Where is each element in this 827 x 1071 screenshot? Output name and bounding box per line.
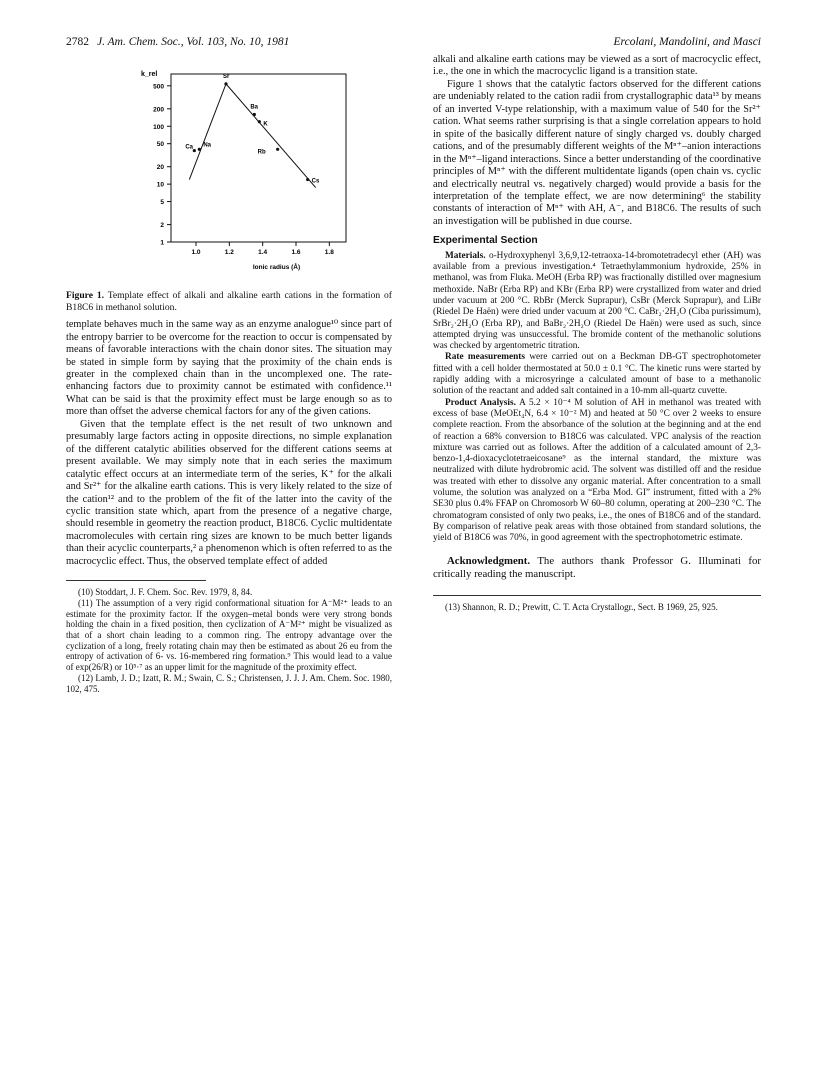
y-tick-label: 5 [160, 199, 164, 207]
runin-heading: Product Analysis. [445, 397, 516, 408]
runin-heading: Rate measurements [445, 352, 526, 363]
running-header-authors: Ercolani, Mandolini, and Masci [613, 36, 761, 48]
point-label: Sr [223, 73, 230, 80]
materials-paragraph [433, 251, 761, 353]
data-point [224, 82, 227, 85]
page-number: 2782 [66, 36, 89, 48]
section-title-experimental: Experimental Section [433, 235, 538, 247]
x-tick-label: 1.8 [324, 249, 334, 256]
x-axis-label: Ionic radius (Å) [252, 264, 301, 271]
footnote-10: (10) Stoddart, J. F. Chem. Soc. Rev. 1979, 8, 84. [78, 587, 253, 598]
right-column [433, 54, 761, 612]
experimental-section [433, 251, 761, 545]
footnote-rule [66, 580, 206, 581]
paragraph-text: were carried out on a Beckman DB-GT spectrophotometer fitted with a cell holder thermostated at 50.0 ± 0.1 °C. The kinetic runs were started by rapidly adding with a microsyringe a calculated amount of base to a methanolic solution of the reactant and added salt contained in a 10-mm all-quartz cuvette. [433, 352, 762, 397]
caption-text: Template effect of alkali and alkaline earth cations in the formation of B18C6 in methanol solution. [66, 290, 392, 313]
y-tick-label: 20 [156, 164, 164, 172]
footnotes-left [66, 587, 392, 694]
y-tick-label: 500 [153, 83, 164, 91]
body-paragraph: alkali and alkaline earth cations may be viewed as a sort of macrocyclic effect, i.e., the one in which the macrocyclic ligand is a transition state. [433, 54, 761, 78]
series-line-falling [226, 84, 316, 188]
y-tick-label: 50 [156, 141, 164, 149]
paragraph-text: A 5.2 × 10⁻⁴ M solution of AH in methanol was treated with excess of base (MeOEt₄N, 6.4 × 10⁻² M) and heated at 50 °C over 2 weeks to ensure complete reaction. From the absorbance of the solution at the beginning and at the end of reaction a 68% conversion to B18C6 was calculated. VPC analysis of the reaction mixture was carried out as follows. After the addition of a calculated amount of 2,3-benzo-1,4-dioxacyclotetraeicosane⁹ as the internal standard, the mixture was neutralized with dilute hydrobromic acid. The solvent was distilled off and the residue was treated with ether to dissolve any organic material. After concentration to a small volume, the solution was analyzed on a “Erba Mod. GI” instrument, fitted with a 2% SE30 plus 0.4% FFAP on Chromosorb W 60–80 column, operating at 200–230 °C. The chromatogram consisted of only two peaks, i.e., the ones of B18C6 and of the standard. By comparison of relative peak areas with those obtained from standard solutions, the yield of B18C6 was 70%, in good agreement with the spectrophotometric estimate. [433, 397, 762, 544]
data-point [306, 178, 309, 181]
point-label: Rb [257, 149, 266, 156]
running-header-left [66, 36, 289, 48]
point-label: Ca [185, 144, 194, 151]
template-effect-chart [66, 54, 392, 284]
data-point [276, 148, 279, 151]
figure-1 [66, 54, 392, 284]
y-tick-label: 2 [160, 222, 164, 230]
acknowledgment-text: The authors thank Professor G. Illuminati for critically reading the manuscript. [433, 554, 761, 580]
point-label: K [263, 121, 268, 128]
left-column [66, 54, 392, 694]
footnote-12: (12) Lamb, J. D.; Izatt, R. M.; Swain, C. S.; Christensen, J. J. J. Am. Chem. Soc. 1980, 102, 475. [66, 672, 392, 694]
data-point [253, 113, 256, 116]
data-point [198, 148, 201, 151]
figure-caption [66, 290, 392, 313]
y-tick-label: 10 [156, 181, 164, 189]
footnote-11: (11) The assumption of a very rigid conformational situation for A⁻M²⁺ leads to an estimate for the proximity factor. If the oxygen–metal bonds were very strong bonds holding the chain in a fixed position, then cyclization of A⁻M²⁺ might be visualized as that of a short chain leading to a common ring. The entropy advantage over the cyclization of a long, freely rotating chain may then be estimated as about 26 eu from the entropy of activation of 6- vs. 16-membered ring formation.⁹ This would lead to a value of exp(26/R) or 10⁵·⁷ as an upper limit for the magnitude of the proximity effect. [66, 597, 392, 673]
rate-measurements-paragraph [433, 352, 761, 397]
product-analysis-paragraph [433, 398, 761, 545]
acknowledgment [433, 555, 761, 581]
footnotes-right [433, 602, 761, 613]
body-paragraph: template behaves much in the same way as an enzyme analogue¹⁰ since part of the entropy barrier to be overcome for the reaction to occur is compensated by means of favorable interactions with the chain donor sites. The situation may be stated in simple form by saying that the proximity of the chain ends is greater in the complexed chain than in the uncomplexed one. The rate-enhancing factors due to proximity cannot be estimated with confidence.¹¹ What can be said is that the proximity effect must be large enough so as to more than offset the adverse chemical factors for any of the given cations. [66, 319, 392, 418]
x-tick-label: 1.0 [191, 249, 201, 256]
y-tick-label: 1 [160, 239, 164, 247]
acknowledgment-heading: Acknowledgment. [447, 554, 531, 567]
x-tick-label: 1.2 [224, 249, 234, 256]
journal-citation: J. Am. Chem. Soc., Vol. 103, No. 10, 1981 [97, 36, 290, 48]
caption-label: Figure 1. [66, 290, 105, 301]
data-point [258, 120, 261, 123]
body-paragraph: Figure 1 shows that the catalytic factors observed for the different cations are undeniably related to the cation radii from crystallographic data¹³ by means of an inverted V-type relationship, with a maximum value of 540 for the Sr²⁺ cation. What seems rather surprising is that a single correlation appears to hold in spite of the basically different nature of singly charged vs. doubly charged cations, and of the presumably different weights of the Mⁿ⁺–anion interactions in the Mⁿ⁺–ligand interactions. Since a better understanding of the coordinative principles of Mⁿ⁺ with the different multidentate ligands (open chain vs. cyclic and electrically neutral vs. negatively charged) would provide a basis for the interpretation of the template effect, we are now determining⁶ the stability constants of interaction of Mⁿ⁺ with AH, A⁻, and B18C6. The results of such an investigation will be published in due course. [433, 78, 761, 227]
paragraph-text: o-Hydroxyphenyl 3,6,9,12-tetraoxa-14-bromotetradecyl ether (AH) was available from a previous investigation.⁴ Tetraethylammonium hydroxide, 25% in methanol, was from Fluka. MeOH (Erba RP) was fractionally distilled over magnesium methoxide. NaBr (Erba RP) and KBr (Erba RP) were crystallized from water and dried under vacuum at 200 °C. RbBr (Merck Suprapur), CsBr (Merck Suprapur), and LiBr (Riedel De Haën) were dried under vacuum at 200 °C. CaBr₂·2H₂O (Ciba purissimum), SrBr₂·2H₂O (Erba RP), and BaBr₂·2H₂O (Riedel De Haën) were used as such, since attempted drying was unsuccessful. The bromide content of the methanolic solutions was checked by argentometric titration. [433, 250, 761, 352]
point-label: Cs [311, 178, 320, 185]
series-line-rising [189, 84, 226, 180]
point-label: Na [203, 142, 212, 149]
y-tick-label: 200 [153, 106, 164, 114]
body-paragraph: Given that the template effect is the net result of two unknown and presumably large factors acting in opposite directions, no simple explanation of the different catalytic abilities observed for the different cations seems at present available. We may simply note that in each series the maximum catalytic effect occurs at an intermediate term of the series, K⁺ for the alkali and Sr²⁺ for the alkaline earth cations. This is very likely related to the size of the cation¹² and to the problem of the fit of the latter into the cavity of the cyclic transition state which, apart from the presence of a negative charge, should resemble in geometry the reaction product, B18C6. Cyclic multidentate macromolecules with certain ring sizes are known to be much better ligands than their acyclic counterparts,² a phenomenon which is often referred to as the macrocyclic effect. Thus, the observed template effect of added [66, 418, 392, 567]
footnote-rule [433, 595, 761, 596]
x-tick-label: 1.4 [258, 249, 268, 256]
footnote-13: (13) Shannon, R. D.; Prewitt, C. T. Acta Crystallogr., Sect. B 1969, 25, 925. [445, 601, 718, 612]
runin-heading: Materials. [445, 250, 486, 261]
y-tick-label: 100 [153, 123, 164, 131]
x-tick-label: 1.6 [291, 249, 301, 256]
point-label: Ba [250, 104, 259, 111]
data-point [193, 149, 196, 152]
y-axis-label: k_rel [141, 71, 158, 78]
